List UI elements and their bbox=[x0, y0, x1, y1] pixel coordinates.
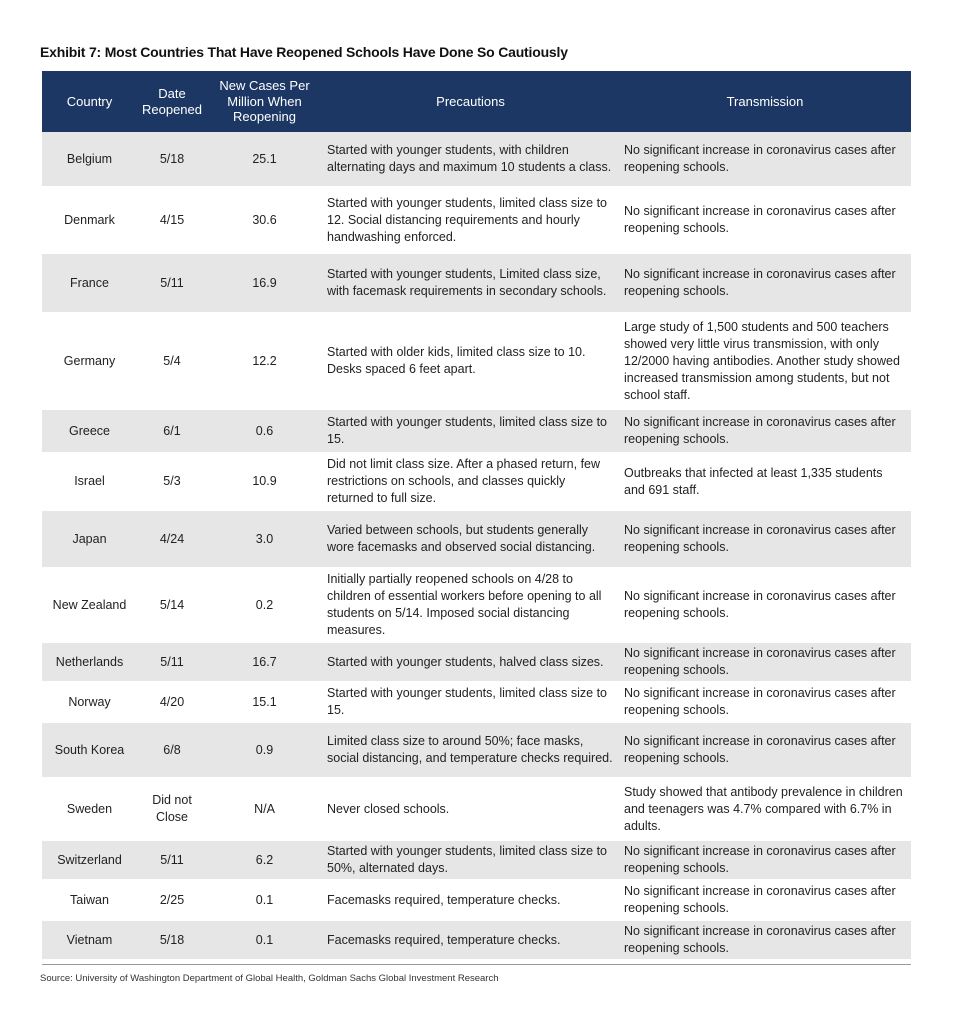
transmission-cell: No significant increase in coronavirus cases after reopening schools. bbox=[619, 840, 911, 880]
precautions-cell: Started with younger students, with children alternating days and maximum 10 students a class. bbox=[322, 132, 619, 187]
country-cell: Israel bbox=[42, 453, 137, 510]
new-cases-cell: 6.2 bbox=[207, 840, 322, 880]
country-cell: Switzerland bbox=[42, 840, 137, 880]
precautions-cell: Started with younger students, Limited class size, with facemask requirements in secondary schools. bbox=[322, 253, 619, 313]
precautions-cell: Started with older kids, limited class size to 10. Desks spaced 6 feet apart. bbox=[322, 313, 619, 409]
countries-table bbox=[42, 71, 911, 961]
table-row bbox=[42, 840, 911, 880]
transmission-cell: No significant increase in coronavirus cases after reopening schools. bbox=[619, 132, 911, 187]
country-cell: Belgium bbox=[42, 132, 137, 187]
country-cell: New Zealand bbox=[42, 568, 137, 642]
date-reopened-cell: 2/25 bbox=[137, 880, 207, 920]
table-header-row bbox=[42, 71, 911, 132]
new-cases-cell: 0.2 bbox=[207, 568, 322, 642]
precautions-cell: Started with younger students, limited class size to 50%, alternated days. bbox=[322, 840, 619, 880]
table-row bbox=[42, 409, 911, 453]
precautions-cell: Did not limit class size. After a phased return, few restrictions on schools, and classes quickly returned to full size. bbox=[322, 453, 619, 510]
precautions-cell: Started with younger students, halved class sizes. bbox=[322, 642, 619, 682]
precautions-cell: Started with younger students, limited class size to 15. bbox=[322, 409, 619, 453]
header-date-reopened: Date Reopened bbox=[137, 71, 207, 132]
date-reopened-cell: 5/4 bbox=[137, 313, 207, 409]
new-cases-cell: N/A bbox=[207, 778, 322, 840]
country-cell: France bbox=[42, 253, 137, 313]
table-row bbox=[42, 682, 911, 722]
date-reopened-cell: 5/14 bbox=[137, 568, 207, 642]
table-row bbox=[42, 510, 911, 568]
new-cases-cell: 30.6 bbox=[207, 187, 322, 253]
new-cases-cell: 16.9 bbox=[207, 253, 322, 313]
table-row bbox=[42, 187, 911, 253]
date-reopened-cell: 5/18 bbox=[137, 920, 207, 960]
transmission-cell: No significant increase in coronavirus cases after reopening schools. bbox=[619, 187, 911, 253]
country-cell: Vietnam bbox=[42, 920, 137, 960]
transmission-cell: No significant increase in coronavirus cases after reopening schools. bbox=[619, 682, 911, 722]
country-cell: Japan bbox=[42, 510, 137, 568]
precautions-cell: Started with younger students, limited class size to 15. bbox=[322, 682, 619, 722]
bottom-rule bbox=[42, 964, 911, 965]
transmission-cell: Large study of 1,500 students and 500 teachers showed very little virus transmission, with only 12/2000 having antibodies. Another study showed increased transmission among students, but not school staff. bbox=[619, 313, 911, 409]
header-new-cases: New Cases Per Million When Reopening bbox=[207, 71, 322, 132]
country-cell: Germany bbox=[42, 313, 137, 409]
country-cell: Norway bbox=[42, 682, 137, 722]
exhibit-title: Exhibit 7: Most Countries That Have Reopened Schools Have Done So Cautiously bbox=[40, 44, 568, 60]
date-reopened-cell: 5/11 bbox=[137, 642, 207, 682]
precautions-cell: Initially partially reopened schools on 4/28 to children of essential workers before opening to all students on 5/14. Imposed social distancing measures. bbox=[322, 568, 619, 642]
new-cases-cell: 16.7 bbox=[207, 642, 322, 682]
table-row bbox=[42, 880, 911, 920]
transmission-cell: No significant increase in coronavirus cases after reopening schools. bbox=[619, 920, 911, 960]
date-reopened-cell: 6/1 bbox=[137, 409, 207, 453]
transmission-cell: No significant increase in coronavirus cases after reopening schools. bbox=[619, 409, 911, 453]
transmission-cell: No significant increase in coronavirus cases after reopening schools. bbox=[619, 253, 911, 313]
table-row bbox=[42, 920, 911, 960]
new-cases-cell: 12.2 bbox=[207, 313, 322, 409]
country-cell: Sweden bbox=[42, 778, 137, 840]
date-reopened-cell: 4/24 bbox=[137, 510, 207, 568]
new-cases-cell: 15.1 bbox=[207, 682, 322, 722]
new-cases-cell: 25.1 bbox=[207, 132, 322, 187]
country-cell: Netherlands bbox=[42, 642, 137, 682]
new-cases-cell: 0.6 bbox=[207, 409, 322, 453]
precautions-cell: Varied between schools, but students generally wore facemasks and observed social distancing. bbox=[322, 510, 619, 568]
new-cases-cell: 3.0 bbox=[207, 510, 322, 568]
date-reopened-cell: 5/11 bbox=[137, 253, 207, 313]
source-note: Source: University of Washington Department of Global Health, Goldman Sachs Global Investment Research bbox=[40, 973, 499, 984]
date-reopened-cell: 4/15 bbox=[137, 187, 207, 253]
date-reopened-cell: 5/11 bbox=[137, 840, 207, 880]
precautions-cell: Never closed schools. bbox=[322, 778, 619, 840]
header-country: Country bbox=[42, 71, 137, 132]
country-cell: Greece bbox=[42, 409, 137, 453]
country-cell: Denmark bbox=[42, 187, 137, 253]
table-row bbox=[42, 253, 911, 313]
transmission-cell: No significant increase in coronavirus cases after reopening schools. bbox=[619, 568, 911, 642]
table-row bbox=[42, 453, 911, 510]
table-body bbox=[42, 132, 911, 960]
table-row bbox=[42, 313, 911, 409]
transmission-cell: No significant increase in coronavirus cases after reopening schools. bbox=[619, 510, 911, 568]
date-reopened-cell: 5/3 bbox=[137, 453, 207, 510]
new-cases-cell: 0.1 bbox=[207, 880, 322, 920]
precautions-cell: Facemasks required, temperature checks. bbox=[322, 920, 619, 960]
header-transmission: Transmission bbox=[619, 71, 911, 132]
new-cases-cell: 0.1 bbox=[207, 920, 322, 960]
precautions-cell: Limited class size to around 50%; face masks, social distancing, and temperature checks required. bbox=[322, 722, 619, 778]
table-row bbox=[42, 722, 911, 778]
date-reopened-cell: 5/18 bbox=[137, 132, 207, 187]
new-cases-cell: 10.9 bbox=[207, 453, 322, 510]
date-reopened-cell: Did not Close bbox=[137, 778, 207, 840]
country-cell: South Korea bbox=[42, 722, 137, 778]
header-precautions: Precautions bbox=[322, 71, 619, 132]
precautions-cell: Facemasks required, temperature checks. bbox=[322, 880, 619, 920]
precautions-cell: Started with younger students, limited class size to 12. Social distancing requirements and hourly handwashing enforced. bbox=[322, 187, 619, 253]
transmission-cell: No significant increase in coronavirus cases after reopening schools. bbox=[619, 642, 911, 682]
date-reopened-cell: 4/20 bbox=[137, 682, 207, 722]
table-row bbox=[42, 778, 911, 840]
table-row bbox=[42, 132, 911, 187]
date-reopened-cell: 6/8 bbox=[137, 722, 207, 778]
new-cases-cell: 0.9 bbox=[207, 722, 322, 778]
transmission-cell: Study showed that antibody prevalence in children and teenagers was 4.7% compared with 6.7% in adults. bbox=[619, 778, 911, 840]
country-cell: Taiwan bbox=[42, 880, 137, 920]
table-row bbox=[42, 642, 911, 682]
transmission-cell: No significant increase in coronavirus cases after reopening schools. bbox=[619, 880, 911, 920]
transmission-cell: No significant increase in coronavirus cases after reopening schools. bbox=[619, 722, 911, 778]
transmission-cell: Outbreaks that infected at least 1,335 students and 691 staff. bbox=[619, 453, 911, 510]
table-row bbox=[42, 568, 911, 642]
